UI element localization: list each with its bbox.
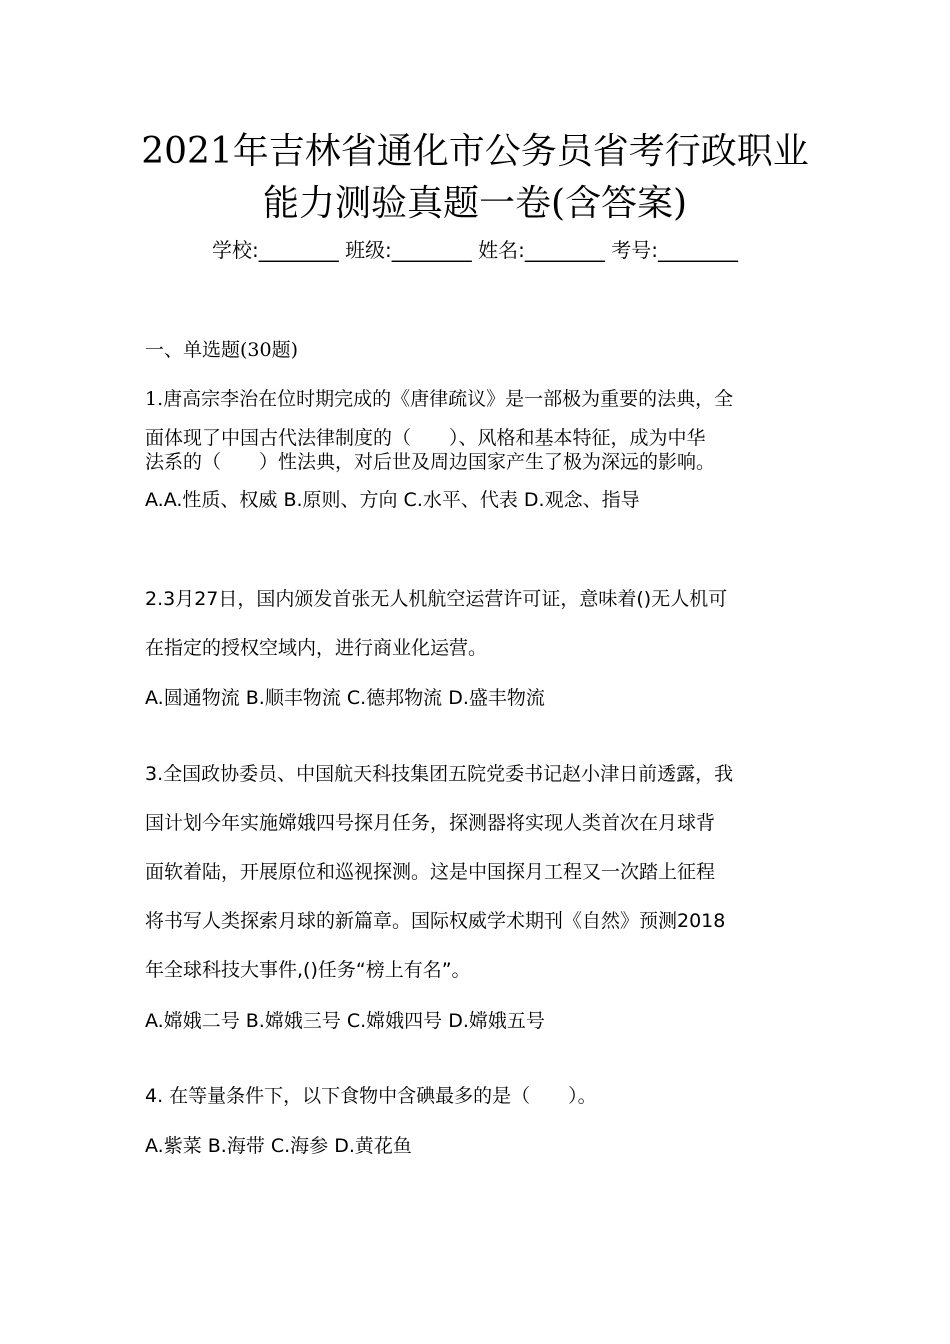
- question-text-line: 年全球科技大事件,()任务“榜上有名”。: [145, 959, 471, 981]
- section-heading: 一、单选题(30题): [145, 339, 299, 361]
- question-text-line: 法系的（ ）性法典，对后世及周边国家产生了极为深远的影响。: [145, 451, 716, 473]
- document-title-line-1: 2021年吉林省通化市公务员省考行政职业: [141, 131, 809, 172]
- question-text-line: 国计划今年实施嫦娥四号探月任务，探测器将实现人类首次在月球背: [145, 812, 716, 834]
- question-text-line: 1.唐高宗李治在位时期完成的《唐律疏议》是一部极为重要的法典，全: [145, 388, 734, 410]
- question-options: A.嫦娥二号 B.嫦娥三号 C.嫦娥四号 D.嫦娥五号: [145, 1010, 545, 1032]
- document-title-line-2: 能力测验真题一卷(含答案): [262, 183, 688, 224]
- school-field: 学校:________: [211, 238, 339, 262]
- question-text-line: 面软着陆，开展原位和巡视探测。这是中国探月工程又一次踏上征程: [145, 861, 716, 883]
- question-text-line: 4. 在等量条件下，以下食物中含碘最多的是（ ）。: [145, 1085, 597, 1107]
- question-text-line: 将书写人类探索月球的新篇章。国际权威学术期刊《自然》预测2018: [145, 910, 726, 932]
- question-options: A.圆通物流 B.顺丰物流 C.德邦物流 D.盛丰物流: [145, 687, 545, 709]
- name-field: 姓名:________: [478, 238, 605, 262]
- question-text-line: 在指定的授权空域内，进行商业化运营。: [145, 637, 488, 659]
- student-info-line: [80, 234, 870, 266]
- exam-number-field: 考号:________: [611, 238, 739, 262]
- question-text-line: 面体现了中国古代法律制度的（ ）、风格和基本特征，成为中华: [145, 427, 706, 449]
- question-options: A.A.性质、权威 B.原则、方向 C.水平、代表 D.观念、指导: [145, 489, 640, 511]
- question-text-line: 3.全国政协委员、中国航天科技集团五院党委书记赵小津日前透露，我: [145, 763, 734, 785]
- question-options: A.紫菜 B.海带 C.海参 D.黄花鱼: [145, 1135, 412, 1157]
- question-text-line: 2.3月27日，国内颁发首张无人机航空运营许可证，意味着()无人机可: [145, 588, 728, 610]
- class-field: 班级:________: [345, 238, 472, 262]
